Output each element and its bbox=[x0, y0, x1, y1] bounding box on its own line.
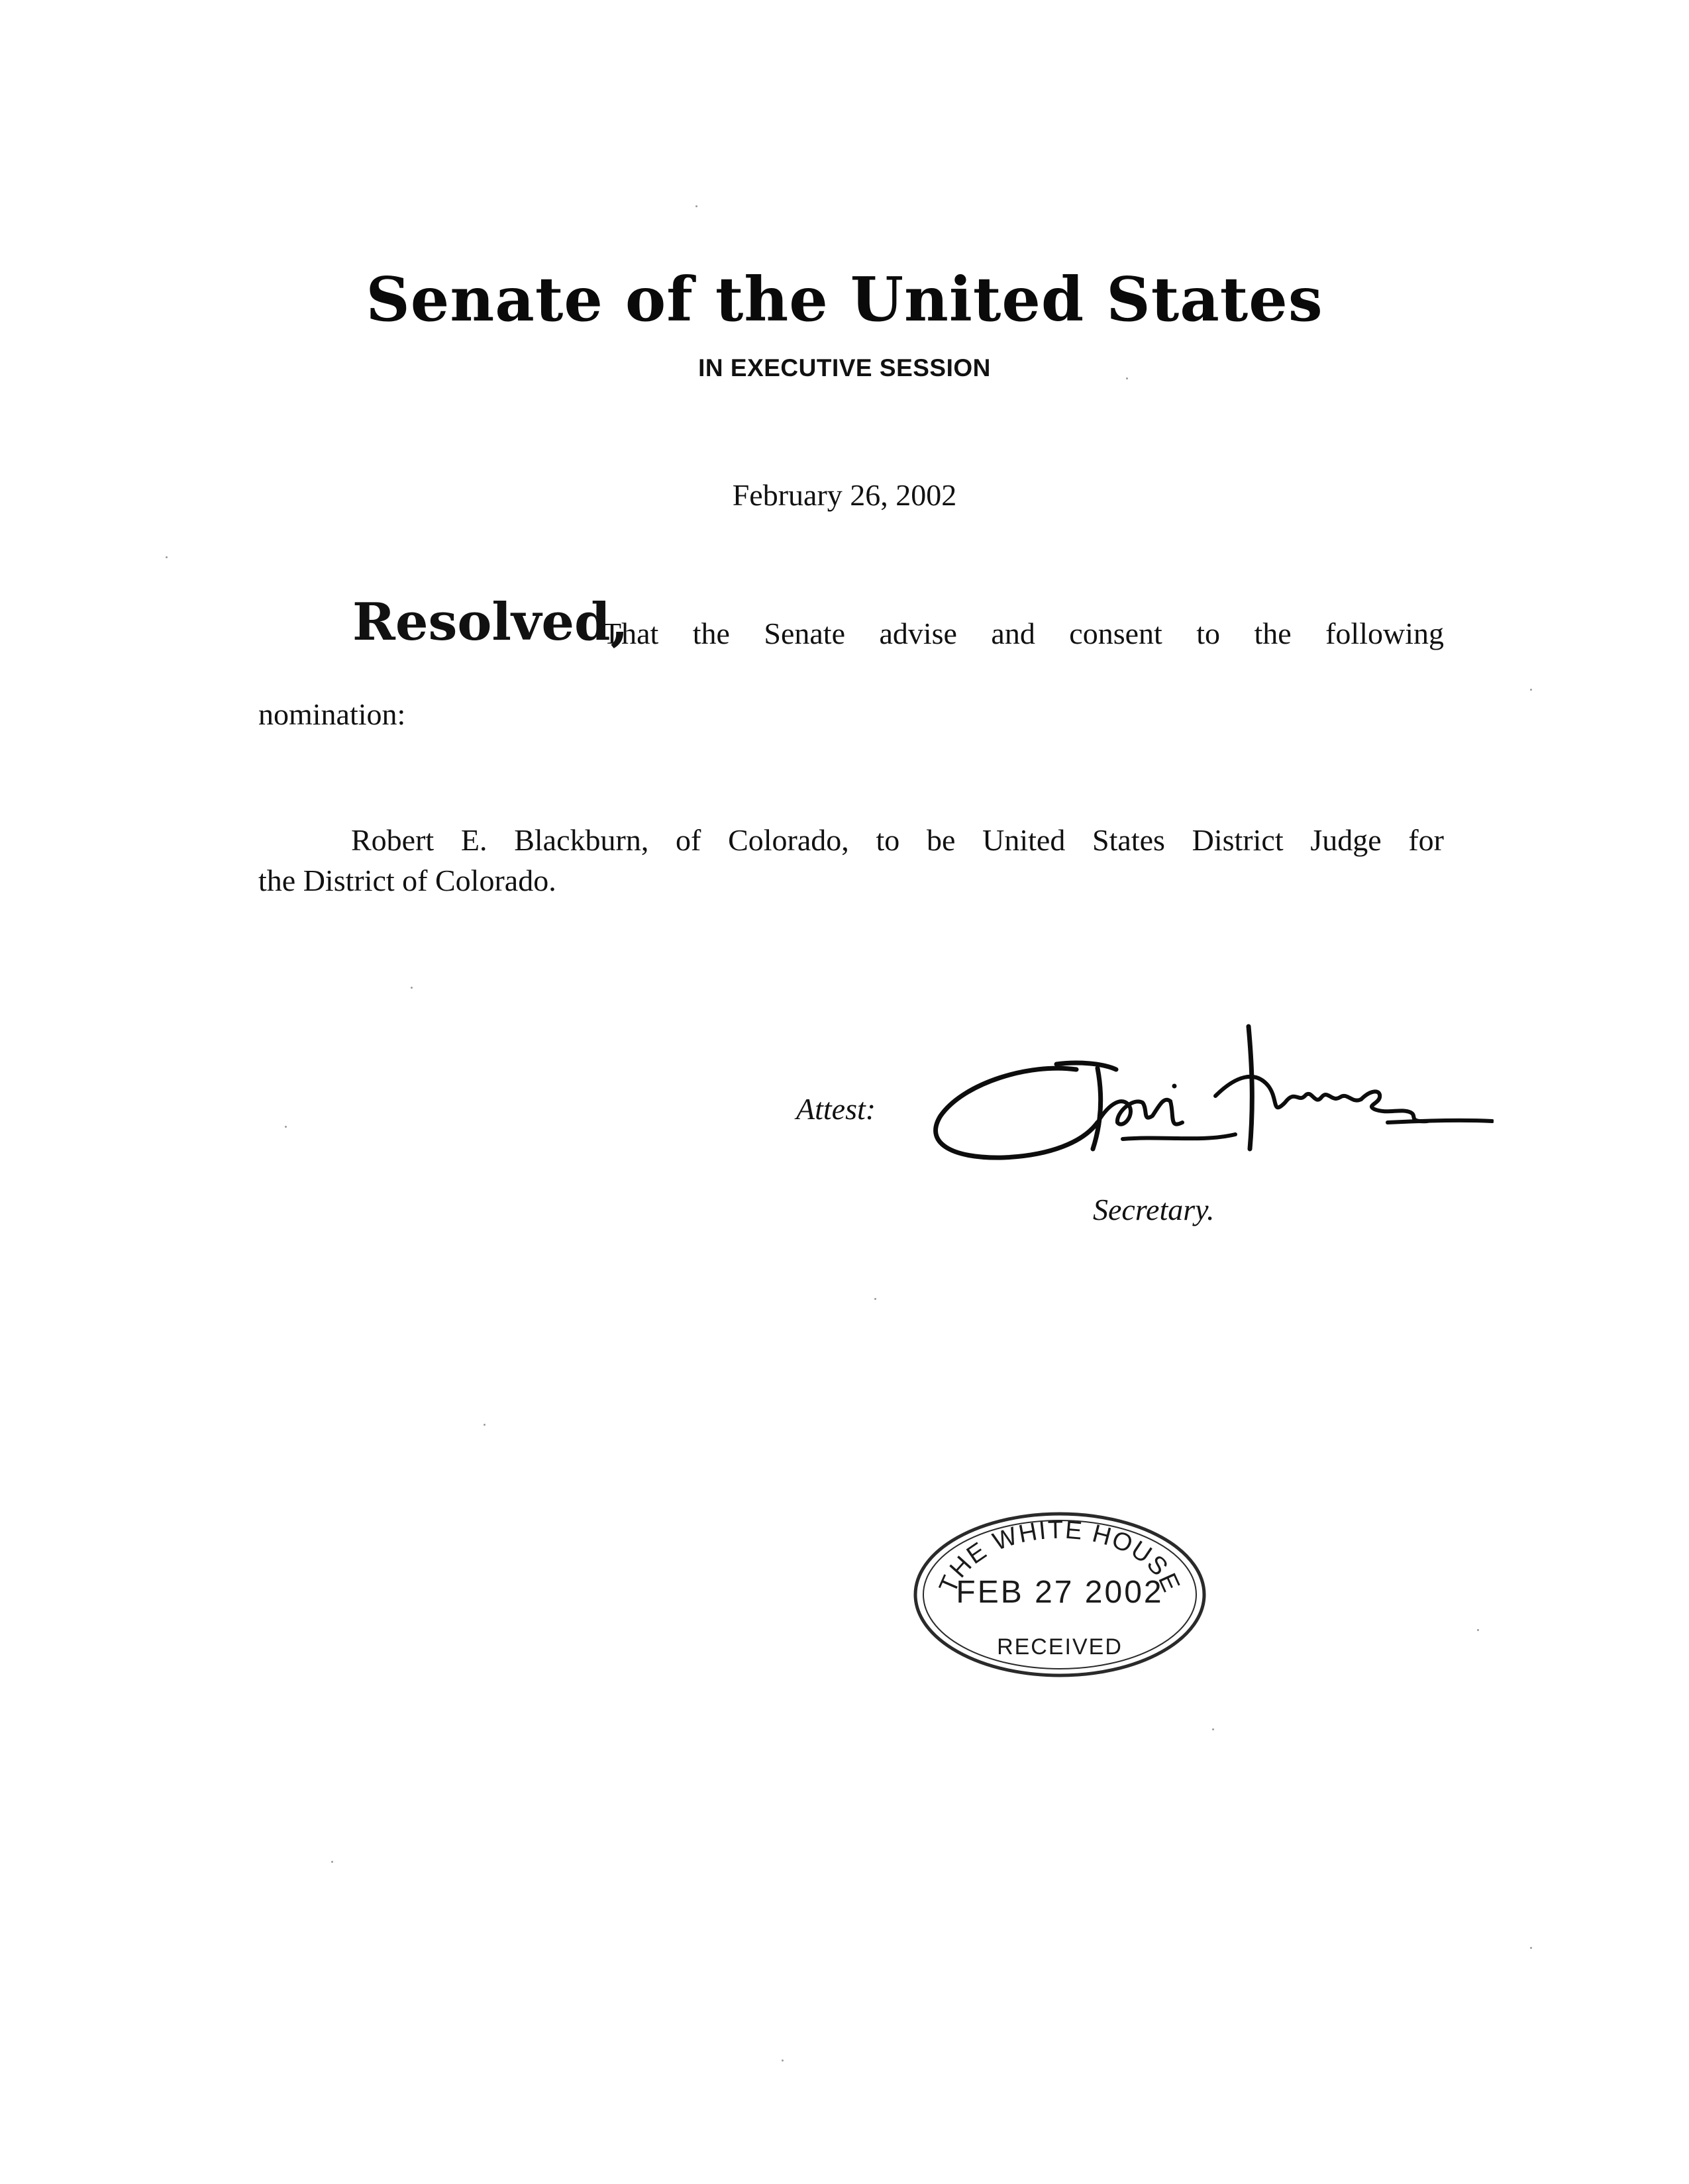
scan-speck bbox=[285, 1126, 287, 1128]
scan-speck bbox=[1530, 1947, 1532, 1949]
secretary-title: Secretary. bbox=[1093, 1193, 1215, 1226]
scan-speck bbox=[1530, 689, 1532, 691]
stamp-date: FEB 27 2002 bbox=[956, 1575, 1164, 1610]
session-subtitle: IN EXECUTIVE SESSION bbox=[698, 354, 991, 381]
resolution-date: February 26, 2002 bbox=[732, 478, 957, 512]
scan-speck bbox=[695, 205, 697, 207]
scan-speck bbox=[411, 987, 413, 989]
document-title: Senate of the United States bbox=[366, 264, 1323, 335]
stamp-bottom-text: RECEIVED bbox=[997, 1634, 1123, 1660]
scan-speck bbox=[331, 1861, 333, 1863]
scan-speck bbox=[1477, 1629, 1479, 1631]
attest-label: Attest: bbox=[796, 1092, 876, 1126]
resolution-text: That the Senate advise and consent to the following bbox=[603, 617, 1444, 650]
nominee-text-line-2: the District of Colorado. bbox=[258, 864, 556, 897]
nomination-label: nomination: bbox=[258, 697, 406, 731]
white-house-received-stamp bbox=[901, 1495, 1219, 1697]
scan-speck bbox=[782, 2060, 784, 2061]
secretary-signature bbox=[924, 1023, 1494, 1179]
resolved-heading: Resolved, bbox=[352, 592, 629, 652]
nominee-text-line-1: Robert E. Blackburn, of Colorado, to be United States District Judge for bbox=[351, 823, 1444, 857]
scan-speck bbox=[1212, 1728, 1214, 1730]
scan-speck bbox=[484, 1424, 486, 1426]
scan-speck bbox=[874, 1298, 876, 1300]
scan-speck bbox=[166, 556, 168, 558]
stamp-top-text: THE WHITE HOUSE bbox=[934, 1516, 1186, 1597]
signature-text bbox=[924, 1023, 925, 1024]
scan-speck bbox=[1126, 377, 1128, 379]
